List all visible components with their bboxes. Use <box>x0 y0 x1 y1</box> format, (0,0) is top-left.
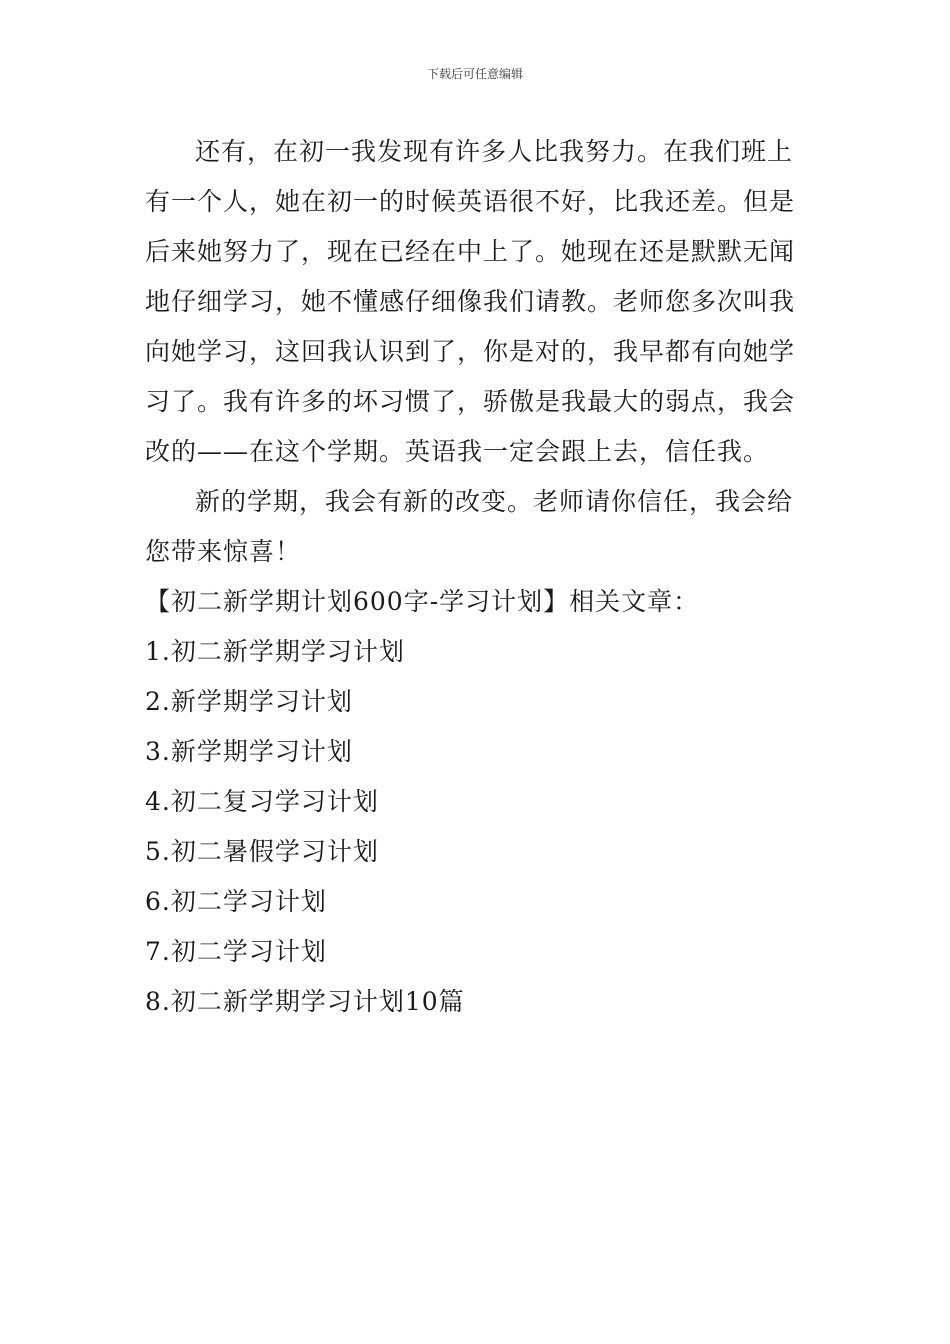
paragraph-line: 有一个人，她在初一的时候英语很不好，比我还差。但是 <box>145 187 796 216</box>
related-article-link[interactable]: 3.新学期学习计划 <box>145 737 353 766</box>
paragraph-line: 改的——在这个学期。英语我一定会跟上去，信任我。 <box>145 437 770 466</box>
paragraph-line: 后来她努力了，现在已经在中上了。她现在还是默默无闻 <box>145 237 796 266</box>
related-article-link[interactable]: 5.初二暑假学习计划 <box>145 837 379 866</box>
related-articles-title: 【初二新学期计划600字-学习计划】相关文章： <box>145 587 700 616</box>
paragraph-line: 向她学习，这回我认识到了，你是对的，我早都有向她学 <box>145 337 796 366</box>
related-articles-list <box>145 627 810 1027</box>
related-article-link[interactable]: 1.初二新学期学习计划 <box>145 637 405 666</box>
related-article-link[interactable]: 4.初二复习学习计划 <box>145 787 379 816</box>
related-article-link[interactable]: 2.新学期学习计划 <box>145 687 353 716</box>
related-article-link[interactable]: 6.初二学习计划 <box>145 887 327 916</box>
related-article-link[interactable]: 8.初二新学期学习计划10篇 <box>145 987 465 1016</box>
paragraph-1 <box>145 127 810 477</box>
page-header: 下载后可任意编辑 <box>426 67 523 81</box>
paragraph-line: 新的学期，我会有新的改变。老师请你信任，我会给 <box>195 487 794 516</box>
paragraph-line: 您带来惊喜！ <box>145 537 302 566</box>
document-body <box>145 127 810 1027</box>
related-article-link[interactable]: 7.初二学习计划 <box>145 937 327 966</box>
paragraph-2 <box>145 477 810 577</box>
paragraph-line: 还有，在初一我发现有许多人比我努力。在我们班上 <box>195 137 794 166</box>
paragraph-line: 地仔细学习，她不懂感仔细像我们请教。老师您多次叫我 <box>145 287 796 316</box>
paragraph-line: 习了。我有许多的坏习惯了，骄傲是我最大的弱点，我会 <box>145 387 796 416</box>
